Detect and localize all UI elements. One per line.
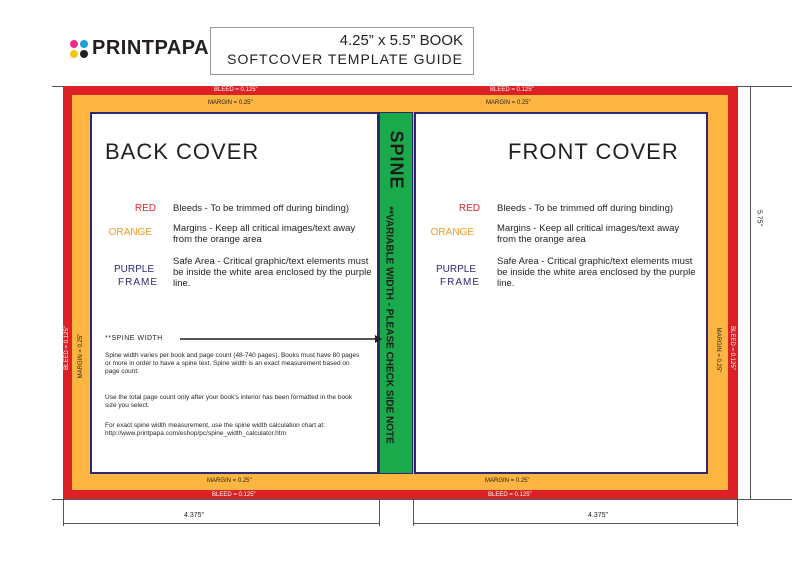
margin-label-left: MARGIN = 0.25" bbox=[78, 333, 84, 379]
logo-dots-icon bbox=[68, 38, 90, 60]
back-red-desc: Bleeds - To be trimmed off during binding) bbox=[173, 203, 350, 214]
spine-title: SPINE bbox=[386, 130, 407, 190]
front-purple-label-1: PURPLE bbox=[435, 264, 476, 275]
title-line-1: 4.25” x 5.5” BOOK bbox=[339, 32, 463, 49]
bleed-label-bottom-right: BLEED = 0.125" bbox=[488, 492, 532, 498]
front-red-label: RED bbox=[458, 203, 480, 214]
back-cover-panel bbox=[90, 112, 379, 474]
width-dimension-left bbox=[63, 523, 379, 524]
front-cover-panel bbox=[414, 112, 708, 474]
back-purple-label-1: PURPLE bbox=[113, 264, 154, 275]
bleed-label-top-right: BLEED = 0.125" bbox=[490, 87, 534, 93]
width-dimension-right bbox=[413, 523, 737, 524]
back-orange-desc: Margins - Keep all critical images/text away from the orange area bbox=[173, 223, 356, 245]
margin-label-right: MARGIN = 0.25" bbox=[715, 327, 721, 373]
bleed-label-bottom-left: BLEED = 0.125" bbox=[212, 492, 256, 498]
spine-note-3: For exact spine width measurement, use the spine width calculation chart at: http://www.printpapa.com/eshop/pc/spine_width_calculator.htm bbox=[105, 422, 326, 437]
front-orange-desc: Margins - Keep all critical images/text away from the orange area bbox=[497, 223, 680, 245]
back-purple-desc: Safe Area - Critical graphic/text elements must be inside the white area enclosed by the purple line. bbox=[173, 256, 372, 289]
margin-label-bottom-left: MARGIN = 0.25" bbox=[207, 478, 252, 484]
bleed-label-left: BLEED = 0.125" bbox=[64, 326, 70, 370]
printpapa-logo bbox=[68, 37, 209, 60]
bleed-label-right: BLEED = 0.125" bbox=[729, 326, 735, 370]
height-label: 5.75" bbox=[755, 209, 763, 227]
title-box bbox=[210, 27, 474, 75]
back-cover-title: BACK COVER bbox=[105, 139, 260, 164]
height-dimension-line bbox=[750, 86, 751, 499]
width-label-right: 4.375" bbox=[588, 512, 609, 519]
title-line-2: SOFTCOVER TEMPLATE GUIDE bbox=[227, 51, 463, 67]
back-red-label: RED bbox=[134, 203, 156, 214]
back-orange-label: ORANGE bbox=[108, 227, 152, 238]
back-purple-label-2: FRAME bbox=[118, 277, 158, 288]
width-label-left: 4.375" bbox=[184, 512, 205, 519]
spine-note: **VARIABLE WIDTH - PLEASE CHECK SIDE NOTE bbox=[383, 206, 395, 444]
spine-width-arrow-icon bbox=[180, 334, 382, 344]
right-edge-line bbox=[737, 86, 738, 526]
bleed-label-top-left: BLEED = 0.125" bbox=[214, 87, 258, 93]
margin-label-top-right: MARGIN = 0.25" bbox=[486, 100, 531, 106]
spine-note-1: Spine width varies per book and page count (48-740 pages). Books must have 80 pages or more in order to have a spine text. Spine width is an exact measurement based on page count. bbox=[105, 352, 360, 375]
front-purple-label-2: FRAME bbox=[440, 277, 480, 288]
spine-note-2: Use the total page count only after your book's interior has been formatted in the book size you select. bbox=[105, 394, 352, 409]
bottom-edge-line bbox=[52, 499, 792, 500]
front-purple-desc: Safe Area - Critical graphic/text elements must be inside the white area enclosed by the purple line. bbox=[497, 256, 696, 289]
spine-width-label: **SPINE WIDTH bbox=[105, 335, 163, 342]
front-cover-title: FRONT COVER bbox=[508, 139, 679, 164]
front-orange-label: ORANGE bbox=[430, 227, 474, 238]
front-red-desc: Bleeds - To be trimmed off during binding) bbox=[497, 203, 674, 214]
margin-label-top-left: MARGIN = 0.25" bbox=[208, 100, 253, 106]
logo-text: PRINTPAPA bbox=[92, 37, 210, 59]
margin-label-bottom-right: MARGIN = 0.25" bbox=[485, 478, 530, 484]
